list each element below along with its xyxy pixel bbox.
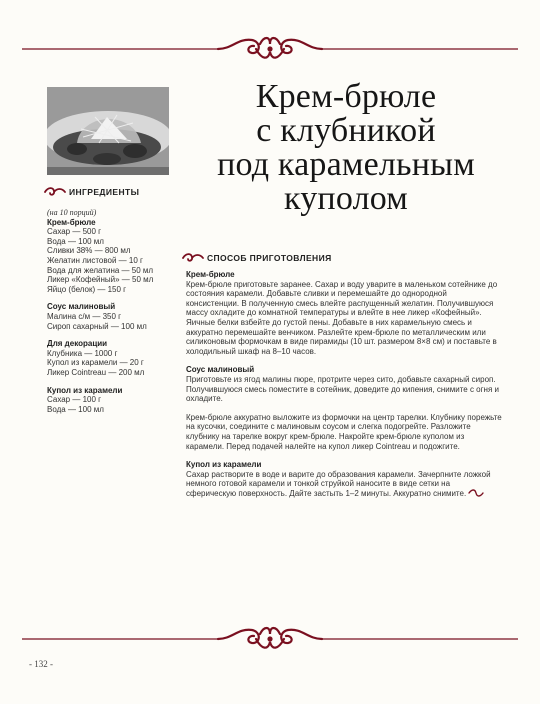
method-step-text: Сахар растворите в воде и варите до образования карамели. Зачерпните ложкой немного готовой карамели и тонкой струйкой наносите в виде сетки на сферическую поверхность. Дайте застыть 1–2 минуты. Аккуратно снимите. [186, 469, 491, 498]
method-step-title: Соус малиновый [186, 365, 255, 375]
swirl-icon [182, 252, 204, 264]
swirl-icon [44, 186, 66, 198]
ingredient-item: Ликер Cointreau — 200 мл [47, 367, 145, 377]
method-heading [182, 252, 332, 264]
method-step-title: Крем-брюле [186, 270, 235, 279]
dessert-photo [47, 87, 169, 175]
ingredient-group-title: Соус малиновый [47, 302, 116, 312]
divider-ornament-icon [20, 32, 520, 66]
recipe-title [186, 80, 506, 216]
top-ornament [20, 32, 520, 66]
method-text [186, 270, 502, 507]
divider-ornament-icon [20, 622, 520, 656]
dessert-image-icon [47, 87, 169, 175]
ingredient-item: Вода — 100 мл [47, 404, 104, 414]
ingredient-item: Вода для желатина — 50 мл [47, 265, 154, 275]
ingredients-list [47, 208, 177, 422]
ingredient-item: Яйцо (белок) — 150 г [47, 284, 127, 294]
method-step-title: Купол из карамели [186, 460, 262, 470]
method-step [186, 270, 502, 356]
title-line: Крем-брюле [255, 78, 437, 115]
method-step-text: Крем-брюле приготовьте заранее. Сахар и воду уварите в маленьком сотейнике до состояния карамели. Добавьте сливки и перемешайте до однородной консистенции. В полученную смесь влейте распущенный желатин. Получившуюся массу охладите до комнатной температуры и влейте в нее ликер «Кофейный». Яичные белки взбейте до густой пены. Добавьте в них карамельную смесь и аккуратно перемешайте венчиком. Разлейте крем-брюле по металлическим или силиконовым формочкам в виде пирамиды (10 шт. размером 8×8 см) и поставьте в холодильный шкаф на 8–10 часов. [186, 279, 498, 356]
ingredient-item: Ликер «Кофейный» — 50 мл [47, 275, 154, 285]
ingredient-item: Малина с/м — 350 г [47, 311, 122, 321]
ingredient-group [47, 218, 177, 295]
ingredient-group-title: Крем-брюле [47, 217, 96, 227]
method-step [186, 413, 502, 451]
ingredient-item: Сахар — 500 г [47, 227, 102, 237]
ingredient-group [47, 302, 177, 331]
title-line: под карамельным [217, 146, 475, 183]
ingredient-group-title: Купол из карамели [47, 385, 123, 395]
ingredient-item: Желатин листовой — 10 г [47, 255, 143, 265]
bottom-ornament [20, 622, 520, 656]
end-mark-icon [468, 489, 484, 497]
method-step-text: Крем-брюле аккуратно выложите из формочки на центр тарелки. Клубнику порежьте на кусочки, соедините с малиновым соусом и слегка подогрейте. Разложите клубнику на тарелке вокруг крем-брюле. Накройте крем-брюле куполом из карамели. Перед подачей налейте на купол ликер Cointreau и подожгите. [186, 412, 502, 451]
ingredient-item: Сахар — 100 г [47, 395, 102, 405]
method-step [186, 365, 502, 403]
method-heading-label: СПОСОБ ПРИГОТОВЛЕНИЯ [207, 253, 332, 263]
ingredients-heading-label: ИНГРЕДИЕНТЫ [69, 187, 140, 197]
method-step [186, 460, 502, 498]
ingredient-group [47, 386, 177, 415]
ingredient-item: Сироп сахарный — 100 мл [47, 321, 147, 331]
ingredient-item: Сливки 38% — 800 мл [47, 246, 131, 256]
ingredients-heading [44, 186, 139, 198]
title-line: куполом [283, 180, 409, 217]
ingredient-item: Клубника — 1000 г [47, 348, 118, 358]
title-line: с клубникой [256, 112, 436, 149]
ingredient-item: Купол из карамели — 20 г [47, 358, 144, 368]
method-step-paragraph [186, 470, 502, 499]
ingredient-item: Вода — 100 мл [47, 236, 104, 246]
ingredient-group-title: Для декорации [47, 339, 108, 349]
method-step-text: Приготовьте из ягод малины пюре, протрите через сито, добавьте сахарный сироп. Получившуюся смесь поместите в сотейник, доведите до кипения, снимите с огня и охладите. [186, 374, 499, 404]
servings-note: (на 10 порций) [47, 208, 97, 217]
page-number: - 132 - [29, 659, 53, 669]
ingredient-group [47, 339, 177, 377]
